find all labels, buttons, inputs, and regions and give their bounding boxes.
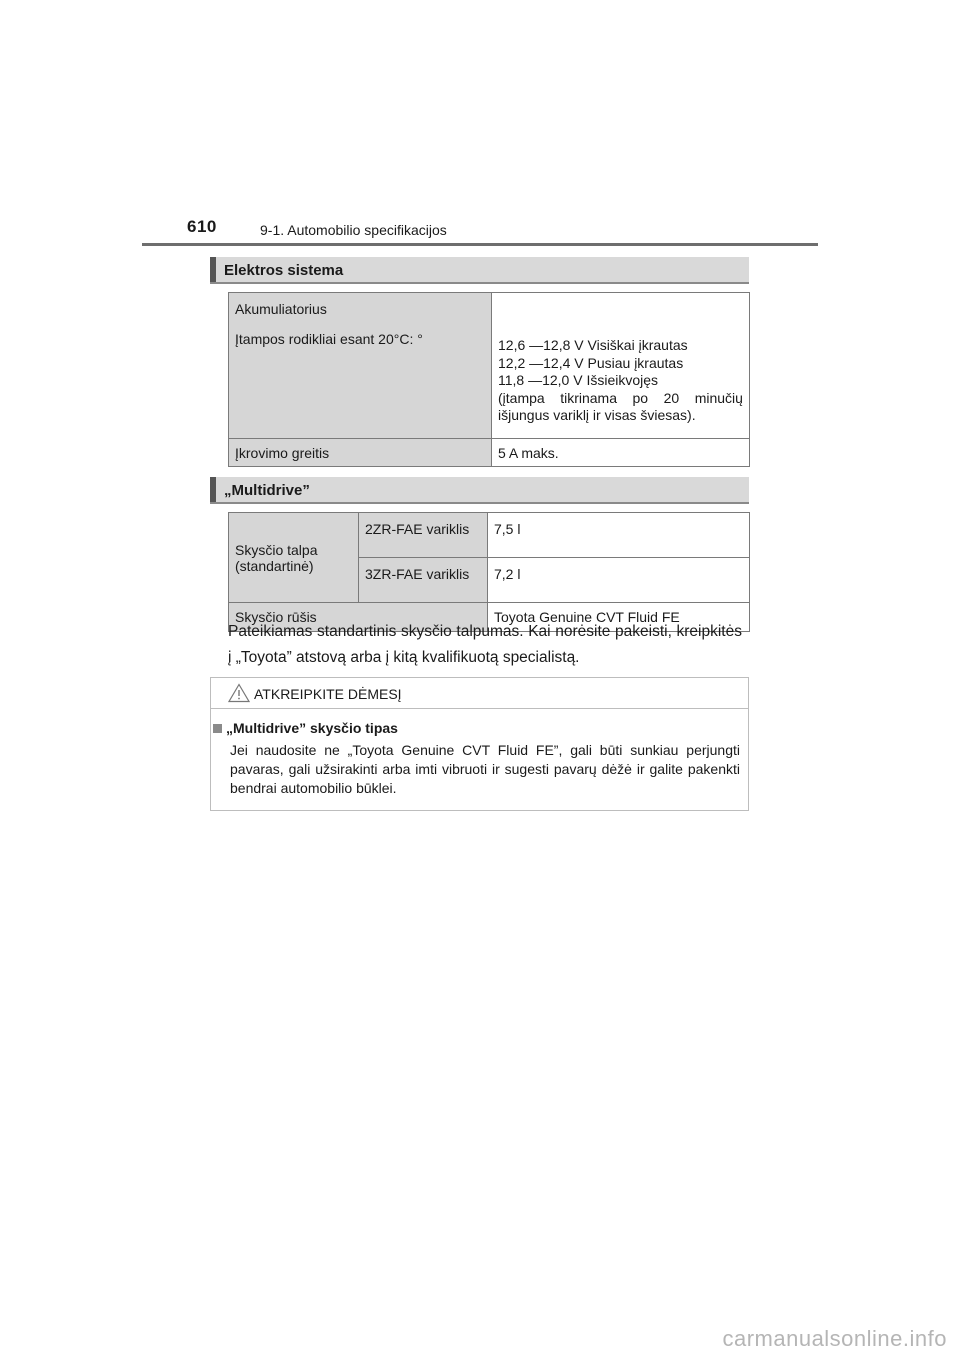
section-header-multidrive xyxy=(210,477,749,504)
warning-triangle-icon xyxy=(228,683,250,703)
engine-label: 3ZR-FAE variklis xyxy=(359,558,488,603)
caution-box xyxy=(210,677,749,811)
note-word: minučių xyxy=(694,389,743,406)
square-bullet-icon xyxy=(213,724,222,733)
caution-body: Jei naudosite ne „Toyota Genuine CVT Fluid FE”, gali būti sunkiau perjungti pavaras, gali užsirakinti arba imti vibruoti ir sugesti pavarų dėžė ir galite pakenkti bendrai automobilio būklei. xyxy=(230,742,740,796)
page-number: 610 xyxy=(187,217,217,236)
charge-label: Įkrovimo greitis xyxy=(229,439,492,467)
capacity-label: Skysčio talpa (standartinė) xyxy=(229,513,359,603)
table-row xyxy=(229,439,750,467)
voltage-values-cell xyxy=(492,293,750,439)
section-accent xyxy=(210,477,216,502)
voltage-line: 11,8 —12,0 V Išsieikvojęs xyxy=(498,372,659,388)
capacity-value: 7,5 l xyxy=(488,513,750,558)
section-title: „Multidrive” xyxy=(224,482,310,499)
caution-subheading-text: „Multidrive” skysčio tipas xyxy=(226,720,398,736)
fluid-type-value: Toyota Genuine CVT Fluid FE xyxy=(488,603,750,632)
multidrive-spec-table xyxy=(228,512,750,632)
voltage-note-line2: išjungus variklį ir visas šviesas). xyxy=(498,407,696,423)
note-word: po xyxy=(632,389,649,406)
caution-label: ATKREIPKITE DĖMESĮ xyxy=(254,686,402,702)
fluid-type-label: Skysčio rūšis xyxy=(229,603,488,632)
voltage-line: 12,2 —12,4 V Pusiau įkrautas xyxy=(498,354,684,371)
voltage-line: 12,6 —12,8 V Visiškai įkrautas xyxy=(498,337,688,353)
caution-subheading xyxy=(211,720,398,736)
chapter-title: 9-1. Automobilio specifikacijos xyxy=(260,222,447,238)
battery-label: Akumuliatorius xyxy=(235,301,327,317)
section-header-electrical xyxy=(210,257,749,284)
section-title: Elektros sistema xyxy=(224,262,344,279)
engine-label: 2ZR-FAE variklis xyxy=(359,513,488,558)
capacity-note-paragraph: Pateikiamas standartinis skysčio talpumas. Kai norėsite pakeisti, kreipkitės į „Toyota” atstovą arba į kitą kvalifikuotą specialistą. xyxy=(228,623,742,666)
note-word: 20 xyxy=(663,389,680,406)
table-row xyxy=(229,293,750,439)
caution-header xyxy=(211,678,748,709)
voltage-note xyxy=(498,390,743,408)
voltage-label: Įtampos rodikliai esant 20°C: ° xyxy=(235,331,423,347)
capacity-value: 7,2 l xyxy=(488,558,750,603)
battery-label-cell xyxy=(229,293,492,439)
note-word: tikrinama xyxy=(560,389,617,406)
watermark: carmanualsonline.info xyxy=(722,1326,947,1351)
header-rule xyxy=(142,243,818,246)
section-accent xyxy=(210,257,216,282)
note-word: (įtampa xyxy=(498,389,545,406)
charge-value: 5 A maks. xyxy=(492,439,750,467)
electrical-spec-table xyxy=(228,292,750,467)
table-row xyxy=(229,513,750,558)
